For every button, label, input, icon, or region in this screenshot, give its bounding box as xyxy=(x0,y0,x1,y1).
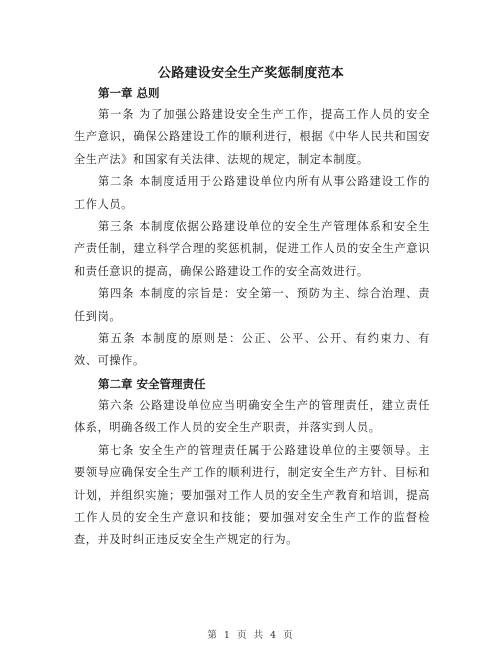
article-paragraph: 第五条 本制度的原则是：公正、公平、公开、有约束力、有效、可操作。 xyxy=(74,332,430,368)
article-paragraph: 第七条 安全生产的管理责任属于公路建设单位的主要领导。主要领导应确保安全生产工作的顺利进行，制定安全生产方针、目标和计划，并组织实施；要加强对工作人员的安全生产教育和培训，提高工作人员的安全生产意识和技能；要加强对安全生产工作的监督检查，并及时纠正违反安全生产规定的行为。 xyxy=(74,443,430,547)
document-title: 公路建设安全生产奖惩制度范本 xyxy=(157,66,345,81)
chapter-heading: 第一章 总则 xyxy=(98,86,160,100)
page-number-footer: 第 1 页 共 4 页 xyxy=(207,630,295,641)
chapter-2 xyxy=(74,373,430,552)
article-paragraph: 第六条 公路建设单位应当明确安全生产的管理责任，建立责任体系，明确各级工作人员的安全生产职责，并落实到人员。 xyxy=(74,398,430,435)
chapter-heading: 第二章 安全管理责任 xyxy=(98,376,206,391)
article-paragraph: 第三条 本制度依据公路建设单位的安全生产管理体系和安全生产责任制，建立科学合理的奖惩机制，促进工作人员的安全生产意识和责任意识的提高，确保公路建设工作的安全高效进行。 xyxy=(74,220,430,278)
chapter-1 xyxy=(74,82,430,373)
article-paragraph: 第二条 本制度适用于公路建设单位内所有从事公路建设工作的工作人员。 xyxy=(74,175,430,211)
article-paragraph: 第四条 本制度的宗旨是：安全第一、预防为主、综合治理、责任到岗。 xyxy=(74,287,430,323)
document-body xyxy=(74,82,430,552)
article-paragraph: 第一条 为了加强公路建设安全生产工作，提高工作人员的安全生产意识，确保公路建设工作的顺利进行，根据《中华人民共和国安全生产法》和国家有关法律、法规的规定，制定本制度。 xyxy=(74,108,430,166)
